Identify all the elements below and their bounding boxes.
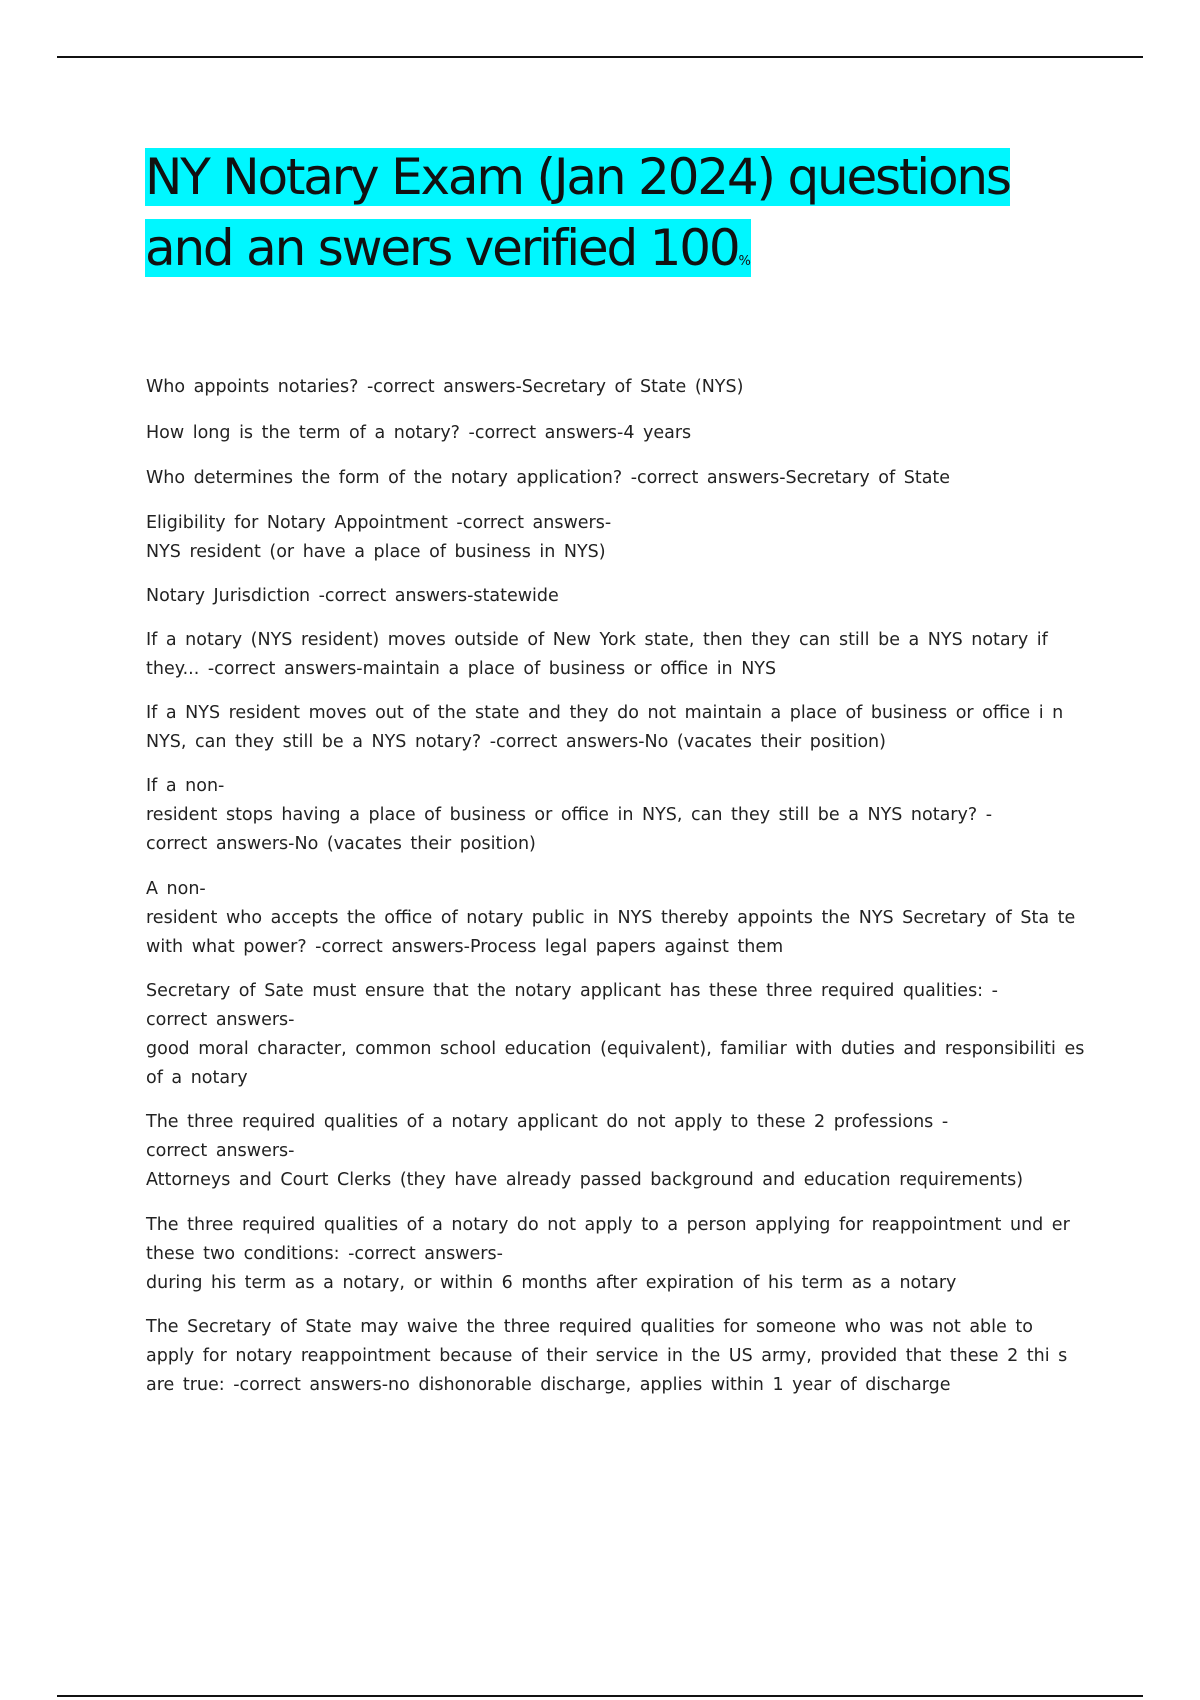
title-highlight <box>145 148 1010 277</box>
qa-item: Who appoints notaries? -correct answers-Secretary of State (NYS) <box>146 377 744 397</box>
qa-item: Secretary of Sate must ensure that the notary applicant has these three required qualities: - correct answers- good moral character, common school education (equivalent), familiar with duties and responsibiliti es of a notary <box>146 981 1085 1088</box>
qa-item: If a NYS resident moves out of the state and they do not maintain a place of business or office i n NYS, can they still be a NYS notary? -correct answers-No (vacates their position) <box>146 703 1064 752</box>
qa-item: The three required qualities of a notary do not apply to a person applying for reappointment und er these two conditions: -correct answers- during his term as a notary, or within 6 months after expiration of his term as a notary <box>146 1215 1070 1293</box>
qa-item: A non- resident who accepts the office of notary public in NYS thereby appoints the NYS Secretary of Sta te with what power? -correct answers-Process legal papers against them <box>146 879 1076 957</box>
qa-item: How long is the term of a notary? -correct answers-4 years <box>146 423 692 443</box>
qa-item: Eligibility for Notary Appointment -correct answers- NYS resident (or have a place of business in NYS) <box>146 513 612 562</box>
qa-item: Notary Jurisdiction -correct answers-statewide <box>146 586 559 606</box>
top-rule <box>57 56 1143 58</box>
bottom-rule <box>57 1695 1143 1697</box>
qa-item: The Secretary of State may waive the three required qualities for someone who was not able to apply for notary reappointment because of their service in the US army, provided that these 2 thi s are true: -correct answers-no dishonorable discharge, applies within 1 year of discharge <box>146 1317 1068 1395</box>
qa-item: The three required qualities of a notary applicant do not apply to these 2 professions - correct answers- Attorneys and Court Clerks (they have already passed background and education requirements) <box>146 1112 1024 1190</box>
document-title <box>145 142 1085 297</box>
qa-item: If a non- resident stops having a place of business or office in NYS, can they still be a NYS notary? - correct answers-No (vacates their position) <box>146 776 993 854</box>
title-text: NY Notary Exam (Jan 2024) questions and an swers verified 100 <box>145 148 1010 277</box>
qa-item: Who determines the form of the notary application? -correct answers-Secretary of State <box>146 468 951 488</box>
qa-list <box>146 373 1088 1400</box>
qa-item: If a notary (NYS resident) moves outside of New York state, then they can still be a NYS notary if they... -correct answers-maintain a place of business or office in NYS <box>146 630 1048 679</box>
title-suffix: % <box>738 254 751 269</box>
